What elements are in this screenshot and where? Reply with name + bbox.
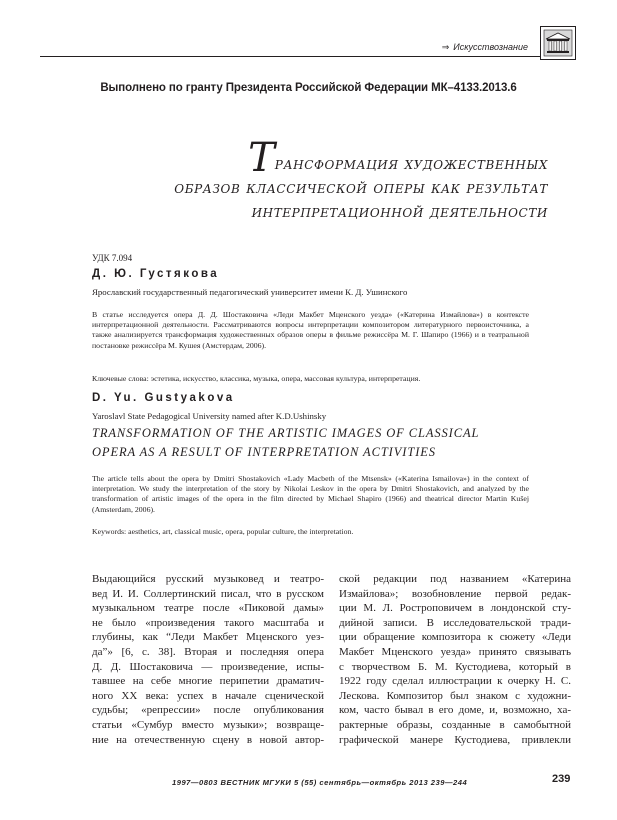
body-line: не было «произведения такого масштаба и (92, 616, 324, 629)
body-line: судьбы; «репрессии» после опубликования (92, 704, 324, 717)
header-rule (40, 56, 540, 57)
author-ru: Д. Ю. Густякова (92, 268, 220, 280)
title-line-3: интерпретационной деятельности (251, 202, 548, 221)
abstract-ru: В статье исследуется опера Д. Д. Шостаковича «Леди Макбет Мценского уезда» («Катерина Измайлова») в контексте интерпретационной деятельности. Рассматриваются вопросы интерпретации композитором литературного первоисточника, а также анализируется трансформация художественных образов оперы в фильме режиссёра М. Г. Шапиро (1966) и в театральной постановке режиссёра М. Кушея (Амстердам, 2006). (92, 310, 529, 350)
title-en-line-1: TRANSFORMATION OF THE ARTISTIC IMAGES OF CLASSICAL (92, 426, 480, 440)
body-line: ного XX века: успех в начале сценической (92, 689, 324, 702)
affiliation-ru: Ярославский государственный педагогический университет имени К. Д. Ушинского (92, 287, 408, 297)
body-line: Лескова. Композитор был знаком с художни- (339, 689, 571, 702)
keywords-en: Keywords: aesthetics, art, classical music, opera, popular culture, the interpretation. (92, 527, 354, 536)
body-line: вед И. И. Соллертинский писал, что в русском (92, 587, 324, 600)
title-line-1-text: рансформация художественных (274, 154, 548, 173)
body-line: статьи «Сумбур вместо музыки»; возвраще- (92, 718, 324, 731)
body-line: ком, часто бывал в его доме, и, возможно, ха- (339, 704, 571, 717)
section-name: Искусствознание (453, 42, 528, 52)
body-line: с творчеством Б. М. Кустодиева, который в (339, 660, 571, 673)
title-line-2: образов классической оперы как результат (174, 178, 548, 197)
abstract-en: The article tells about the opera by Dmitri Shostakovich «Lady Macbeth of the Mtsensk» («Katerina Ismailova») in the context of interpretation. We study the interpretation of the story by Nikolai Leskov in the opera by Dmitri Shostakovich, and analyzed by the transformation of artistic images of the opera in the film directed by Michael Shapiro (1966) and theatrical director Martin Kušej (Amsterdam, 2006). (92, 474, 529, 514)
body-line: ции М. Л. Ростроповичем в лондонской сту- (339, 602, 571, 615)
body-line: тавшее на себе многие перипетии драматич- (92, 675, 324, 688)
body-line: ции обращение композитора к сюжету «Леди (339, 631, 571, 644)
body-line: Измайлова»; возобновление первой редак- (339, 587, 571, 600)
title-drop-cap: Т (248, 135, 275, 181)
body-line: ние на отечественную сцену в новой автор- (92, 733, 324, 746)
udk-code: УДК 7.094 (92, 253, 133, 263)
body-line: 1922 году сделал иллюстрации к очерку Н. С. (339, 675, 571, 688)
affiliation-en: Yaroslavl State Pedagogical University named after K.D.Ushinsky (92, 411, 327, 421)
body-line: дийной записи. В исследовательской тради- (339, 616, 571, 629)
body-column-right (339, 572, 571, 747)
body-column-left (92, 572, 324, 747)
body-line: музыкальном театре после «Пиковой дамы» (92, 602, 324, 615)
journal-logo-icon (540, 26, 576, 60)
body-line: глубины, как “Леди Макбет Мценского уез- (92, 631, 324, 644)
body-line: да”» [6, с. 38]. Вторая и последняя опера (92, 645, 324, 658)
keywords-ru: Ключевые слова: эстетика, искусство, классика, музыка, опера, массовая культура, интерпретация. (92, 374, 421, 383)
body-line: рактерные образы, созданные в самобытной (339, 718, 571, 731)
author-en: D. Yu. Gustyakova (92, 392, 235, 404)
title-line-1 (78, 135, 548, 181)
journal-citation: 1997—0803 ВЕСТНИК МГУКИ 5 (55) сентябрь—октябрь 2013 239—244 (172, 778, 468, 787)
article-title (78, 135, 548, 224)
arrow-icon: ⇒ (441, 42, 450, 52)
section-label (388, 42, 528, 53)
body-line: графической манере Кустодиева, привлекли (339, 733, 571, 746)
body-line: Д. Д. Шостаковича — произведение, испы- (92, 660, 324, 673)
body-line: Макбет Мценского уезда» принято связывать (339, 645, 571, 658)
title-en (92, 424, 532, 462)
title-en-line-2: OPERA AS A RESULT OF INTERPRETATION ACTIVITIES (92, 445, 436, 459)
page-number: 239 (552, 773, 571, 785)
body-line: ской редакции под названием «Катерина (339, 573, 571, 585)
grant-note: Выполнено по гранту Президента Российской Федерации МК–4133.2013.6 (100, 82, 517, 94)
body-line: Выдающийся русский музыковед и театро- (92, 573, 324, 585)
